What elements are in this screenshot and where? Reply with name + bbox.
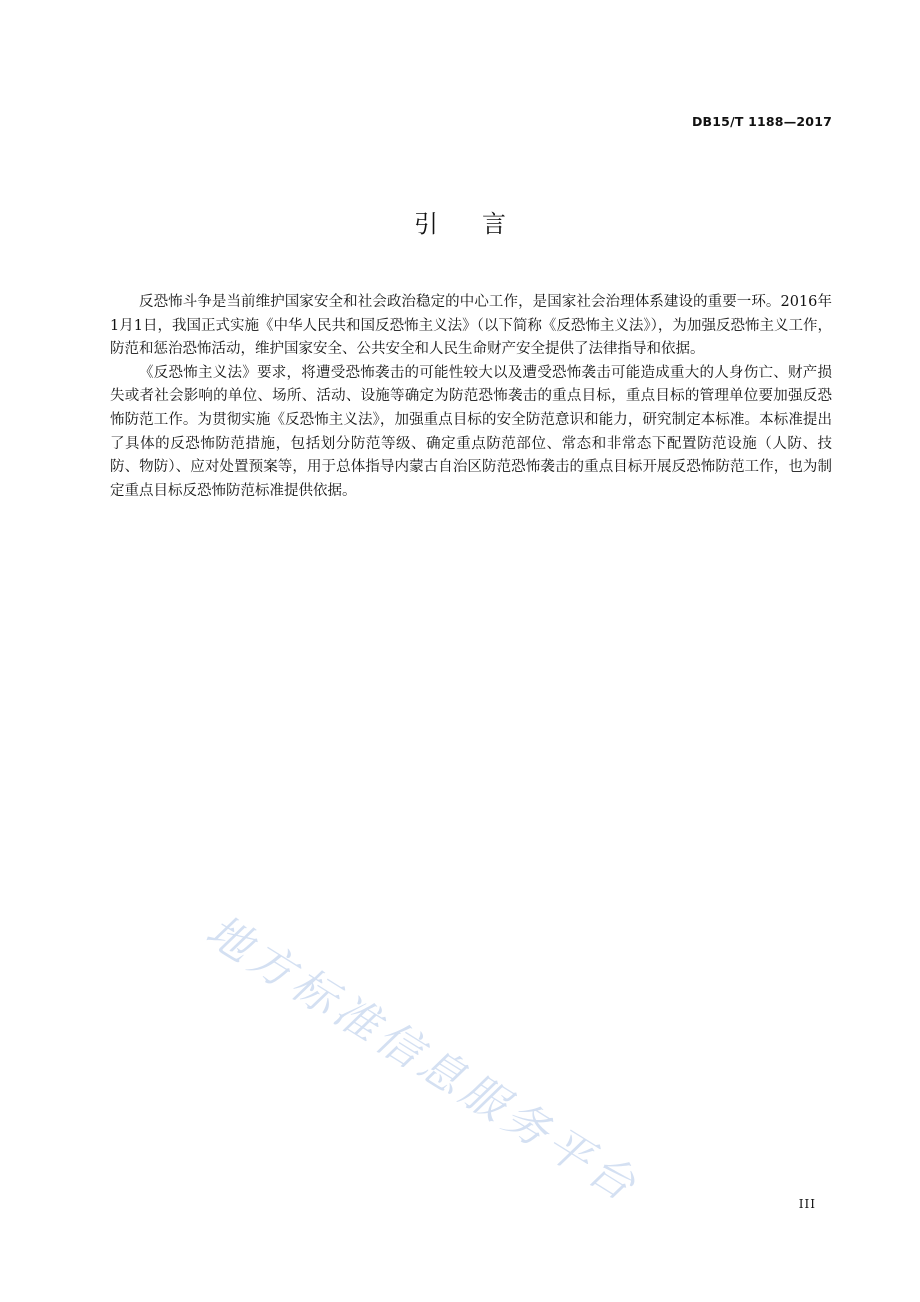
paragraph-2: 《反恐怖主义法》要求，将遭受恐怖袭击的可能性较大以及遭受恐怖袭击可能造成重大的人身伤亡、财产损失或者社会影响的单位、场所、活动、设施等确定为防范恐怖袭击的重点目标，重点目标的管理单位要加强反恐怖防范工作。为贯彻实施《反恐怖主义法》，加强重点目标的安全防范意识和能力，研究制定本标准。本标准提出了具体的反恐怖防范措施，包括划分防范等级、确定重点防范部位、常态和非常态下配置防范设施（人防、技防、物防）、应对处置预案等，用于总体指导内蒙古自治区防范恐怖袭击的重点目标开展反恐怖防范工作，也为制定重点目标反恐怖防范标准提供依据。: [110, 364, 832, 499]
watermark: 地方标准信息服务平台: [197, 905, 649, 1214]
document-code: DB15/T 1188—2017: [691, 114, 832, 129]
body-text: [110, 291, 832, 503]
section-title: 引言: [414, 210, 550, 238]
paragraph-1: 反恐怖斗争是当前维护国家安全和社会政治稳定的中心工作，是国家社会治理体系建设的重要一环。2016年1月1日，我国正式实施《中华人民共和国反恐怖主义法》（以下简称《反恐怖主义法》），为加强反恐怖主义工作，防范和惩治恐怖活动，维护国家安全、公共安全和人民生命财产安全提供了法律指导和依据。: [110, 294, 832, 358]
page-number: III: [798, 1197, 816, 1211]
